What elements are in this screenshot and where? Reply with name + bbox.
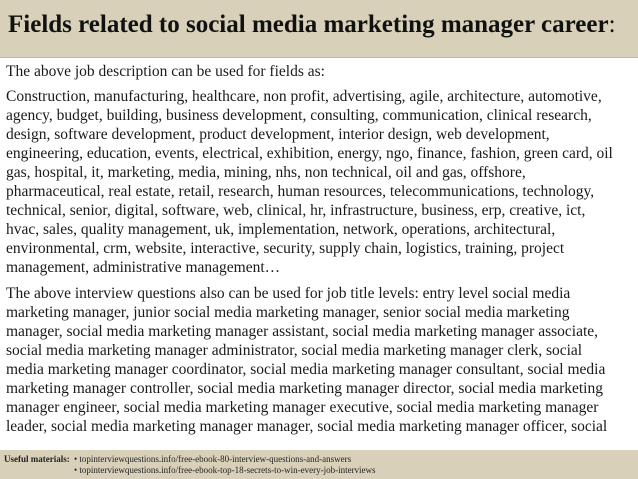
job-titles-line: marketing manager controller, social media marketing manager director, social media marketing — [6, 380, 603, 397]
slide-content — [6, 62, 636, 436]
fields-line: pharmaceutical, real estate, retail, research, human resources, telecommunications, technology, — [6, 183, 595, 200]
page-title — [8, 11, 616, 39]
job-titles-line: The above interview questions also can be used for job title levels: entry level social media — [6, 285, 571, 302]
fields-line: agency, budget, building, business development, consulting, communication, clinical research, — [6, 107, 592, 124]
footer-label: Useful materials: — [4, 454, 70, 464]
footer-link-ebook-80[interactable]: • topinterviewquestions.info/free-ebook-80-interview-questions-and-answers — [74, 454, 352, 464]
intro-text: The above job description can be used for fields as: — [6, 63, 325, 80]
page-title-colon: : — [608, 11, 616, 38]
fields-paragraph — [6, 87, 636, 277]
job-titles-line: manager, social media marketing manager assistant, social media marketing manager associate, — [6, 323, 599, 340]
job-titles-line: manager engineer, social media marketing manager executive, social media marketing manager — [6, 399, 599, 416]
fields-line: technical, senior, digital, software, web, clinical, hr, infrastructure, business, erp, creative, ict, — [6, 202, 586, 219]
job-titles-line: social media marketing manager administrator, social media marketing manager clerk, social — [6, 342, 583, 359]
fields-line: management, administrative management… — [6, 259, 281, 276]
job-titles-line: marketing manager, junior social media marketing manager, senior social media marketing — [6, 304, 570, 321]
title-bar — [0, 0, 638, 58]
footer-links — [74, 454, 376, 476]
fields-line: gas, hospital, it, marketing, media, mining, nhs, non technical, oil and gas, offshore, — [6, 164, 526, 181]
page-title-text: Fields related to social media marketing manager career — [8, 11, 609, 38]
fields-line: environmental, crm, website, interactive, security, supply chain, logistics, training, project — [6, 240, 565, 257]
fields-line: hvac, sales, quality management, uk, implementation, network, operations, architectural, — [6, 221, 556, 238]
footer-bar — [0, 450, 638, 479]
fields-line: design, software development, product development, interior design, web development, — [6, 126, 550, 143]
fields-line: engineering, education, events, electrical, exhibition, energy, ngo, finance, fashion, green card, oil — [6, 145, 613, 162]
footer-link-ebook-18[interactable]: • topinterviewquestions.info/free-ebook-top-18-secrets-to-win-every-job-interviews — [74, 465, 376, 475]
job-titles-line: media marketing manager coordinator, social media marketing manager consultant, social media — [6, 361, 606, 378]
job-titles-paragraph — [6, 284, 636, 436]
job-titles-line: leader, social media marketing manager manager, social media marketing manager officer, social — [6, 418, 608, 435]
fields-line: Construction, manufacturing, healthcare, non profit, advertising, agile, architecture, automotive, — [6, 88, 602, 105]
